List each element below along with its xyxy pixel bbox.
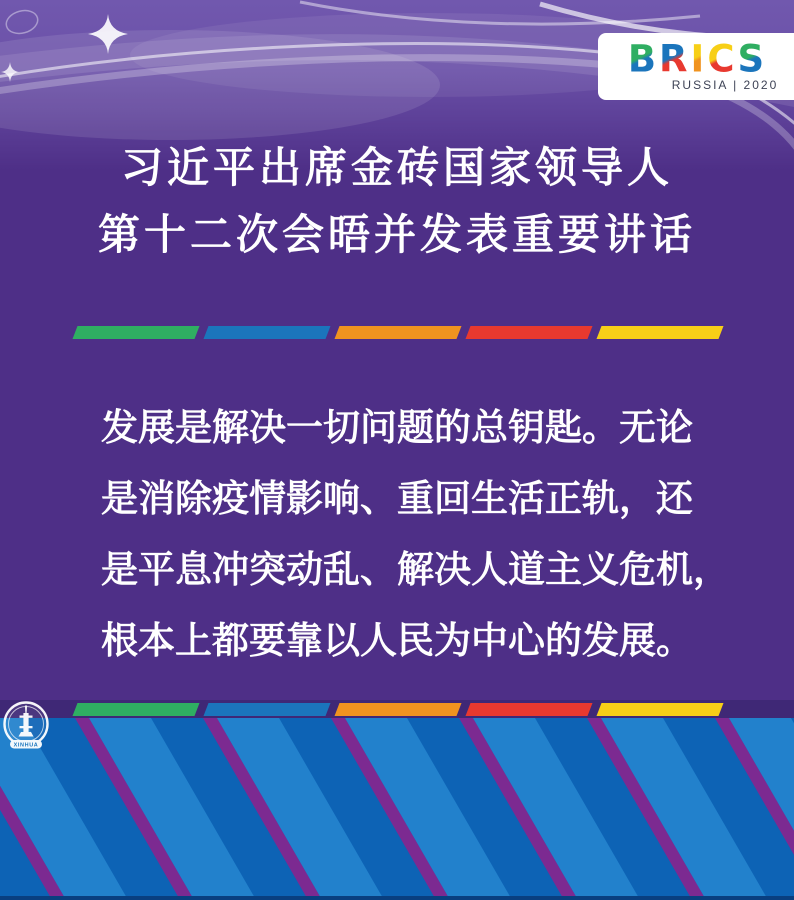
poster-title (0, 134, 794, 268)
divider-segment (597, 326, 724, 339)
divider-segment (466, 326, 593, 339)
quote-line: 根本上都要靠以人民为中心的发展。 (101, 618, 693, 662)
divider-segment (597, 703, 724, 716)
quote-text (101, 392, 731, 676)
divider-segment (73, 326, 200, 339)
divider-segment (73, 703, 200, 716)
quote-line: 发展是解决一切问题的总钥匙。无论 (101, 405, 693, 449)
poster-title-line-2: 第十二次会晤并发表重要讲话 (97, 210, 696, 259)
brics-letter: S (737, 36, 765, 81)
brics-letter: C (707, 36, 735, 81)
divider-segment (204, 326, 331, 339)
divider-segment (335, 326, 462, 339)
color-divider-top (75, 326, 721, 339)
xinhua-label: XINHUA (13, 742, 39, 749)
poster-title-line-1: 习近平出席金砖国家领导人 (120, 143, 673, 192)
color-divider-bottom (75, 703, 721, 716)
brics-letter: I (690, 36, 705, 81)
xinhua-logo-icon (0, 700, 52, 758)
brics-subtitle: RUSSIA | 2020 (671, 78, 779, 92)
diagonal-stripes-graphic (0, 700, 794, 900)
brics-letter: B (627, 36, 657, 81)
divider-segment (204, 703, 331, 716)
divider-segment (335, 703, 462, 716)
quote-line: 是平息冲突动乱、解决人道主义危机， (101, 547, 730, 591)
brics-logo (598, 36, 794, 81)
brics-letter: R (659, 36, 688, 81)
ellipse-ring-icon (4, 7, 41, 37)
bottom-stripe-section (0, 700, 794, 900)
quote-line: 是消除疫情影响、重回生活正轨，还 (101, 476, 693, 520)
divider-segment (466, 703, 593, 716)
brics-logo-box (598, 33, 794, 100)
